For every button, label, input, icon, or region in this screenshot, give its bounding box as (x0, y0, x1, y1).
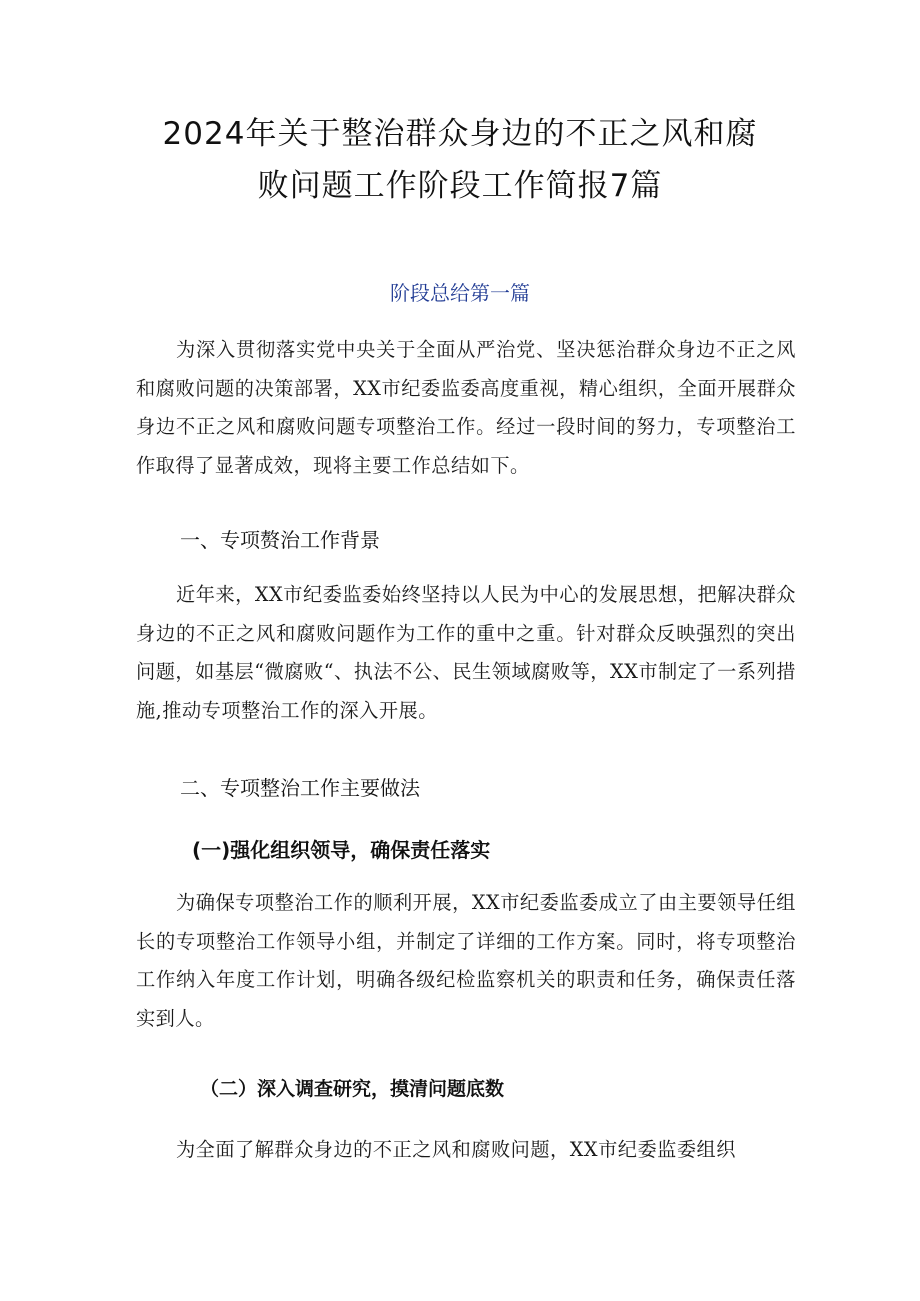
subheading-investigation: （二）深入调查研究，摸清问题底数 (200, 1078, 505, 1100)
paragraph-intro: 为深入贯彻落实党中央关于全面从严治党、坚决惩治群众身边不正之风和腐败问题的决策部署，XX市纪委监委高度重视，精心组织，全面开展群众身边不正之风和腐败问题专项整治工作。经过一段时间的努力，专项整治工作取得了显著成效，现将主要工作总结如下。 (136, 338, 796, 477)
subheading-organization: (一)强化组织领导，确保责任落实 (192, 838, 491, 862)
document-title (120, 108, 800, 212)
document-title-line-1: 2024年关于整治群众身边的不正之风和腐 (162, 116, 758, 152)
paragraph-background: 近年来，XX市纪委监委始终坚持以人民为中心的发展思想，把解决群众身边的不正之风和腐败问题作为工作的重中之重。针对群众反映强烈的突出问题，如基层“微腐败“、执法不公、民生领域腐败等，XX市制定了一系列措施,推动专项整治工作的深入开展。 (136, 583, 796, 722)
document-title-line-2: 败问题工作阶段工作简报7篇 (257, 168, 663, 204)
heading-main-practices: 二、专项整治工作主要做法 (180, 776, 420, 800)
section-title: 阶段总给第一篇 (390, 281, 530, 305)
paragraph-organization: 为确保专项整治工作的顺利开展，XX市纪委监委成立了由主要领导任组长的专项整治工作领导小组，并制定了详细的工作方案。同时，将专项整治工作纳入年度工作计划，明确各级纪检监察机关的职责和任务，确保责任落实到人。 (136, 891, 796, 1030)
paragraph-investigation: 为全面了解群众身边的不正之风和腐败问题，XX市纪委监委组织 (176, 1138, 736, 1161)
heading-background: 一、专项赘治工作背景 (180, 528, 380, 552)
